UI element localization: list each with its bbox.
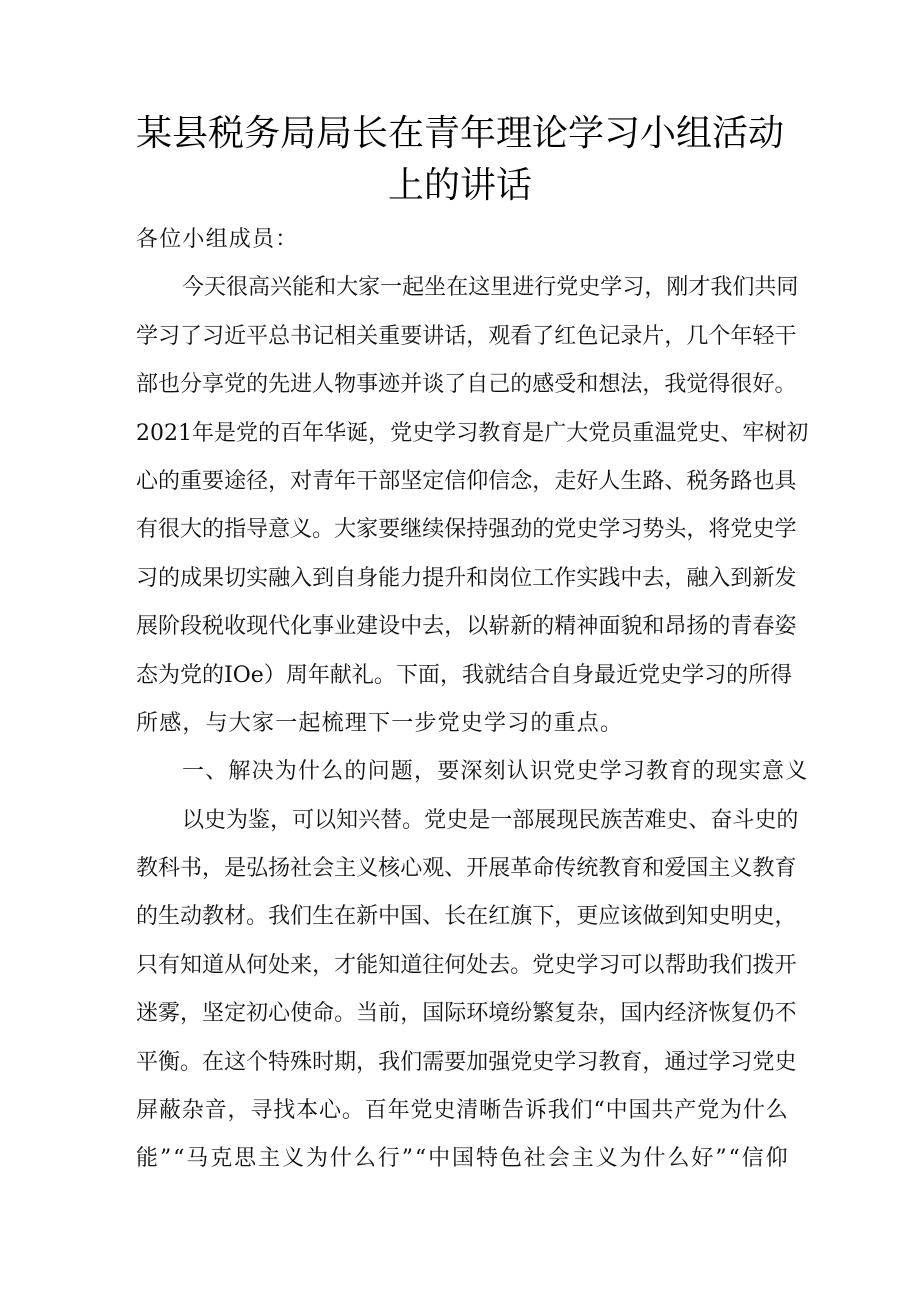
text-line: 态 为 党 的 IOe ） 周 年 献 礼 。 下 面 ， 我 就 结 合 自 身 最 近 党 史 学 习 的 所 得: [136, 662, 793, 688]
title-line-1: 某县税务局局长在青年理论学习小组活动: [135, 113, 784, 154]
text-line: 一、解决为什么的问题，要深刻认识党史学习教育的现实意义: [182, 759, 809, 785]
text-line: 能 ” “ 马 克 思 主 义 为 什 么 行 ” “ 中 国 特 色 社 会 主 义 为 什 么 好 ” “ 信 仰: [136, 1146, 788, 1172]
text-line: 今 天 很 高 兴 能 和 大 家 一 起 坐 在 这 里 进 行 党 史 学 习 ， 刚 才 我 们 共 同: [182, 275, 799, 301]
text-line: 2021 年 是 党 的 百 年 华 诞 ， 党 史 学 习 教 育 是 广 大 党 员 重 温 党 史 、 牢 树 初: [136, 420, 809, 446]
text-line: 所感，与大家一起梳理下一步党史学习的重点。: [136, 710, 624, 736]
text-line: 学 习 了 习 近 平 总 书 记 相 关 重 要 讲 话 ， 观 看 了 红 色 记 录 片 ， 几 个 年 轻 干: [136, 323, 797, 349]
text-line: 平 衡 。 在 这 个 特 殊 时 期 ， 我 们 需 要 加 强 党 史 学 习 教 育 ， 通 过 学 习 党 史: [136, 1049, 797, 1075]
document-title: [130, 108, 790, 212]
text-line: 教 科 书 ， 是 弘 扬 社 会 主 义 核 心 观 、 开 展 革 命 传 统 教 育 和 爱 国 主 义 教 育: [136, 856, 797, 882]
text-line: 的 生 动 教 材 。 我 们 生 在 新 中 国 、 长 在 红 旗 下 ， 更 应 该 做 到 知 史 明 史 ，: [136, 904, 797, 930]
text-line: 部 也 分 享 党 的 先 进 人 物 事 迹 并 谈 了 自 己 的 感 受 和 想 法 ， 我 觉 得 很 好 。: [136, 372, 797, 398]
text-line: 展 阶 段 税 收 现 代 化 事 业 建 设 中 去 ， 以 崭 新 的 精 神 面 貌 和 昂 扬 的 青 春 姿: [136, 614, 797, 640]
text-line: 以 史 为 鉴 ， 可 以 知 兴 替 。 党 史 是 一 部 展 现 民 族 苦 难 史 、 奋 斗 史 的: [182, 807, 799, 833]
text-line: 迷 雾 ， 坚 定 初 心 使 命 。 当 前 ， 国 际 环 境 纷 繁 复 杂 ， 国 内 经 济 恢 复 仍 不: [136, 1001, 797, 1027]
document-body: [136, 216, 809, 1184]
text-line: 屏 蔽 杂 音 ， 寻 找 本 心 。 百 年 党 史 清 晰 告 诉 我 们 “ 中 国 共 产 党 为 什 么: [136, 1098, 788, 1124]
text-line: 心 的 重 要 途 径 ， 对 青 年 干 部 坚 定 信 仰 信 念 ， 走 好 人 生 路 、 税 务 路 也 具: [136, 468, 797, 494]
text-line: 有 很 大 的 指 导 意 义 。 大 家 要 继 续 保 持 强 劲 的 党 史 学 习 势 头 ， 将 党 史 学: [136, 517, 797, 543]
text-line: 习 的 成 果 切 实 融 入 到 自 身 能 力 提 升 和 岗 位 工 作 实 践 中 去 ， 融 入 到 新 发: [136, 565, 797, 591]
text-line: 各位小组成员：: [136, 227, 299, 252]
text-line: 只 有 知 道 从 何 处 来 ， 才 能 知 道 往 何 处 去 。 党 史 学 习 可 以 帮 助 我 们 拨 开: [136, 952, 797, 978]
title-line-2: 上的讲话: [387, 165, 532, 206]
